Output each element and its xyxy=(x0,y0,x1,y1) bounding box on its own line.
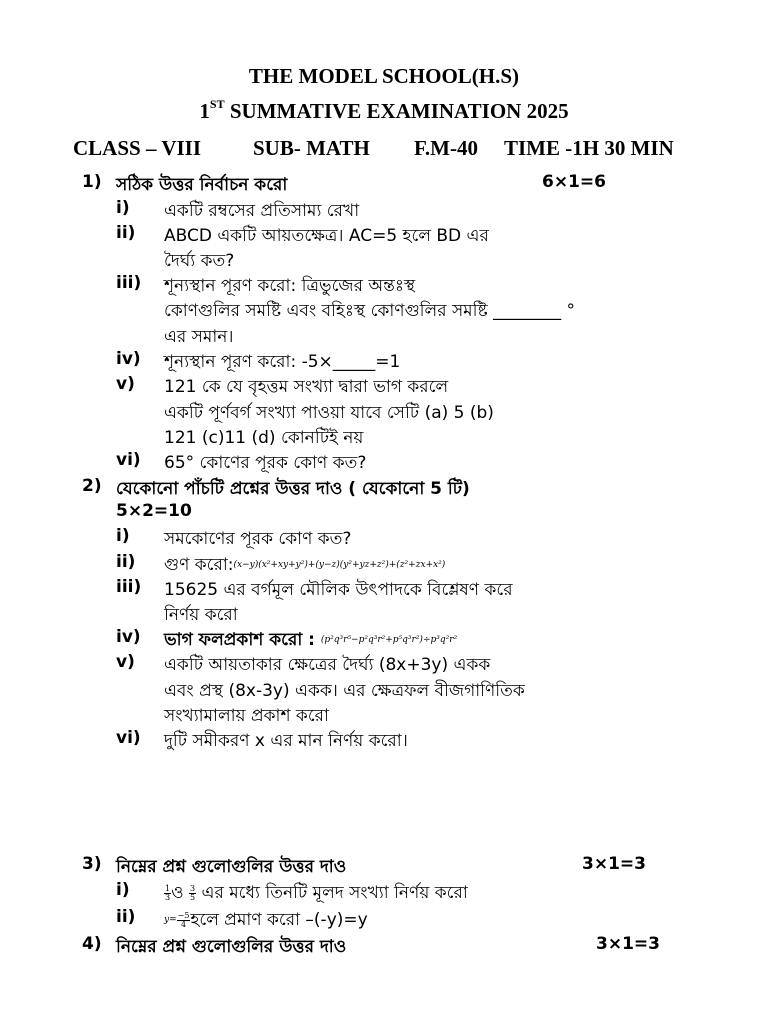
question-marks: 5×2=10 xyxy=(116,501,192,521)
item-text: একটি পূর্ণবর্গ সংখ্যা পাওয়া যাবে সেটি (a) 5 (b) xyxy=(164,403,494,423)
item-number: iii) xyxy=(116,273,142,293)
fraction xyxy=(177,912,191,929)
question-number: 2) xyxy=(82,476,102,496)
item-text xyxy=(164,627,457,655)
exam-title xyxy=(0,99,768,124)
question-marks: 3×1=3 xyxy=(582,854,646,874)
question-number: 1) xyxy=(82,172,102,192)
item-number: v) xyxy=(116,652,135,672)
item-number: v) xyxy=(116,374,135,394)
item-text: শূন্যস্থান পূরণ করো: ত্রিভুজের অন্তঃস্থ xyxy=(164,276,416,296)
item-text: একটি আয়তাকার ক্ষেত্রের দৈর্ঘ্য (8x+3y) একক xyxy=(164,655,491,675)
item-text: নির্ণয় করো xyxy=(164,605,238,625)
item-number: i) xyxy=(116,880,130,900)
fraction-denominator: 4 xyxy=(180,919,187,929)
fraction-denominator: 5 xyxy=(190,892,196,902)
item-label: এর মধ্যে তিনটি মূলদ সংখ্যা নির্ণয় করো xyxy=(196,883,468,903)
item-number: iii) xyxy=(116,577,142,597)
full-marks-label: F.M-40 xyxy=(414,136,478,160)
item-text: সংখ্যামালায় প্রকাশ করো xyxy=(164,706,329,726)
item-number: i) xyxy=(116,198,130,218)
conjunction: ও xyxy=(171,883,184,903)
item-text: দুটি সমীকরণ x এর মান নির্ণয় করো। xyxy=(164,731,408,751)
item-text: এবং প্রস্থ (8x-3y) একক। এর ক্ষেত্রফল বীজগাণিতিক xyxy=(164,681,525,701)
item-number: ii) xyxy=(116,552,136,572)
item-number: iv) xyxy=(116,349,141,369)
school-name: THE MODEL SCHOOL(H.S) xyxy=(248,64,520,88)
question-number: 3) xyxy=(82,854,102,874)
item-number: ii) xyxy=(116,907,136,927)
fraction-numerator: 1 xyxy=(165,883,171,893)
fraction-numerator: 3 xyxy=(190,883,196,893)
item-label: হলে প্রমাণ করো –(-y)=y xyxy=(190,910,368,930)
question-number: 4) xyxy=(82,934,102,954)
item-text: এর সমান। xyxy=(164,327,234,347)
item-label: ভাগ ফলপ্রকাশ করো : xyxy=(164,630,315,650)
item-text: 65° কোণের পূরক কোণ কত? xyxy=(164,453,367,473)
item-text xyxy=(164,907,368,935)
item-number: vi) xyxy=(116,728,141,748)
item-text: সমকোণের পূরক কোণ কত? xyxy=(164,529,352,549)
question-marks: 6×1=6 xyxy=(542,172,606,192)
question-title: সঠিক উত্তর নির্বাচন করো xyxy=(116,175,288,195)
item-number: i) xyxy=(116,526,130,546)
exam-title-text: SUMMATIVE EXAMINATION 2025 xyxy=(229,99,569,123)
item-text: একটি রম্বসের প্রতিসাম্য রেখা xyxy=(164,201,360,221)
exam-number: 1 xyxy=(199,99,210,123)
item-text: কোণগুলির সমষ্টি এবং বহিঃস্থ কোণগুলির সমষ্টি ________ ° xyxy=(164,301,575,321)
item-text: ABCD একটি আয়তক্ষেত্র। AC=5 হলে BD এর xyxy=(164,226,489,246)
item-text: 121 (c)11 (d) কোনটিই নয় xyxy=(164,428,364,448)
item-text xyxy=(164,880,468,908)
math-expression: y= xyxy=(164,915,177,925)
item-number: iv) xyxy=(116,627,141,647)
item-number: ii) xyxy=(116,223,136,243)
item-number: vi) xyxy=(116,450,141,470)
item-label: গুণ করো: xyxy=(164,555,234,575)
question-marks: 3×1=3 xyxy=(596,934,660,954)
item-text: দৈর্ঘ্য কত? xyxy=(164,251,235,271)
class-label: CLASS – VIII xyxy=(73,136,201,160)
exam-number-suffix: ST xyxy=(209,97,225,111)
item-text: 15625 এর বর্গমূল মৌলিক উৎপাদকে বিশ্লেষণ করে xyxy=(164,580,513,600)
question-title: নিম্নের প্রশ্ন গুলোগুলির উত্তর দাও xyxy=(116,857,347,877)
item-text: 121 কে যে বৃহত্তম সংখ্যা দ্বারা ভাগ করলে xyxy=(164,377,449,397)
math-expression: (x−y)(x²+xy+y²)+(y−z)(y²+yz+z²)+(z²+zx+x²) xyxy=(233,560,446,570)
time-label: TIME -1H 30 MIN xyxy=(504,136,674,160)
question-title: নিম্নের প্রশ্ন গুলোগুলির উত্তর দাও xyxy=(116,937,347,957)
math-expression: (p²q³r⁵−p²q³r²+p⁵q³r²)÷p³q²r² xyxy=(320,635,458,645)
fraction-numerator: −5 xyxy=(177,910,190,920)
fraction-denominator: 3 xyxy=(165,892,171,902)
item-text: শূন্যস্থান পূরণ করো: -5×_____=1 xyxy=(164,352,401,372)
subject-label: SUB- MATH xyxy=(253,136,370,160)
question-title: যেকোনো পাঁচটি প্রশ্নের উত্তর দাও ( যেকোনো 5 টি) xyxy=(116,479,470,499)
item-text xyxy=(164,552,445,580)
